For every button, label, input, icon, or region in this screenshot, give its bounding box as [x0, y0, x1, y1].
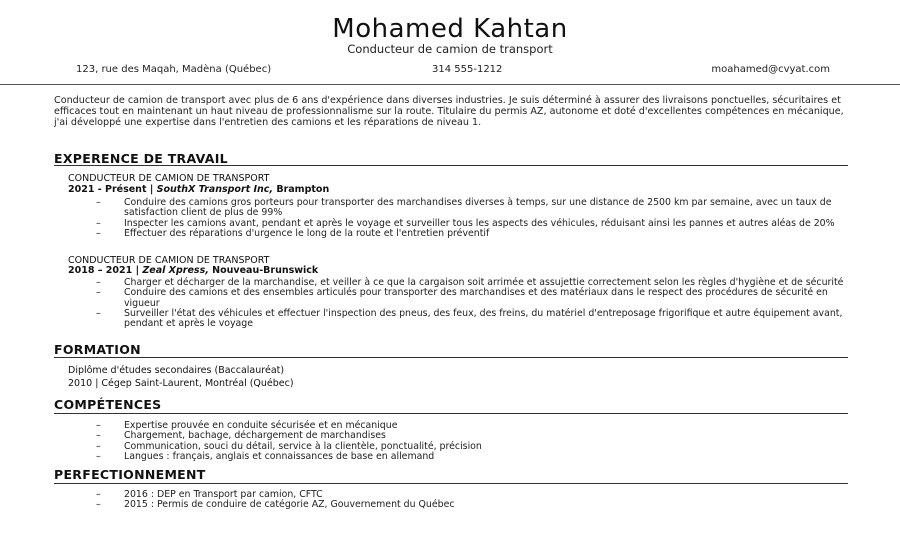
job-1-role: CONDUCTEUR DE CAMION DE TRANSPORT [68, 173, 270, 184]
skills-divider [54, 413, 848, 414]
bullet-dash: – [96, 287, 101, 299]
bullet-dash: – [96, 227, 101, 239]
education-degree: Diplôme d'études secondaires (Baccalauréat) [68, 365, 285, 376]
training-list [68, 490, 848, 511]
bullet-dash: – [96, 197, 101, 208]
list-item: – Conduire des camions et des ensembles articulés pour transporter des marchandises et des matériaux dans le respect des procédures de sécurité en vigueur [96, 287, 828, 309]
list-item: – Conduire des camions gros porteurs pour transporter des marchandises diverses à temps, sur une distance de 2500 km par semaine, avec un taux de satisfaction client de plus de 99% [96, 197, 832, 219]
job-2-role: CONDUCTEUR DE CAMION DE TRANSPORT [68, 255, 270, 266]
list-item: – 2016 : DEP en Transport par camion, CFTC [96, 489, 323, 500]
bullet-dash: – [96, 217, 101, 229]
bullet-dash: – [96, 489, 101, 500]
profile-summary: Conducteur de camion de transport avec plus de 6 ans d'expérience dans diverses industries. Je suis déterminé à assurer des livraisons ponctuelles, sécuritaires et efficaces tout en maintenant un haut niveau de professionnalisme sur la route. Titulaire du permis AZ, autonome et doté d'excellentes compétences en mécanique, j'ai développé une expertise dans l'entretien des camions et les réparations de niveau 1. [54, 95, 844, 128]
list-item: – Inspecter les camions avant, pendant et après le voyage et surveiller tous les aspects des véhicules, réduisant ainsi les pannes et autres aléas de 20% [96, 217, 835, 229]
bullet-dash: – [96, 277, 101, 288]
job-2-separator: | [135, 265, 140, 276]
job-1-meta [68, 184, 329, 195]
job-title: Conducteur de camion de transport [347, 42, 553, 56]
bullet-dash: – [96, 430, 101, 442]
experience-divider [54, 165, 848, 166]
list-item: – Surveiller l'état des véhicules et effectuer l'inspection des pneus, des feux, des freins, du matériel d'entreposage frigorifique et autre équipement avant, pendant et après le voyage [96, 307, 843, 330]
job-2-meta [68, 265, 318, 276]
job-1-bullets [68, 198, 848, 239]
bullet-dash: – [96, 420, 101, 431]
list-item: – Communication, souci du détail, service à la clientèle, ponctualité, précision [96, 440, 482, 452]
bullet-dash: – [96, 499, 101, 511]
job-2-company: Zeal Xpress, [142, 265, 209, 276]
list-item: – Chargement, bachage, déchargement de marchandises [96, 430, 386, 442]
job-1-separator: | [149, 184, 154, 195]
bullet-dash: – [96, 450, 101, 462]
experience-heading: EXPERENCE DE TRAVAIL [54, 151, 228, 166]
bullet-dash: – [96, 307, 101, 319]
candidate-name: Mohamed Kahtan [332, 14, 568, 44]
contact-address: 123, rue des Maqah, Madèna (Québec) [76, 64, 272, 75]
list-item: – Charger et décharger de la marchandise, et veiller à ce que la cargaison soit arrimée et assujettie correctement selon les règles d'hygiène et de sécurité [96, 277, 844, 288]
job-2-bullets [68, 278, 848, 329]
list-item: – Langues : français, anglais et connaissances de base en allemand [96, 450, 435, 462]
education-details: 2010 | Cégep Saint-Laurent, Montréal (Québec) [68, 378, 294, 389]
training-heading: PERFECTIONNEMENT [54, 467, 206, 482]
list-item: – Expertise prouvée en conduite sécurisée et en mécanique [96, 420, 398, 431]
job-1-company: SouthX Transport Inc, [156, 184, 274, 195]
job-1-period: 2021 - Présent [68, 184, 147, 195]
skills-heading: COMPÉTENCES [54, 397, 162, 412]
header-divider [0, 84, 900, 85]
bullet-dash: – [96, 440, 101, 452]
job-1-location: Brampton [276, 184, 330, 195]
list-item: – Effectuer des réparations d'urgence le long de la route et l'entretien préventif [96, 227, 490, 239]
job-2-location: Nouveau-Brunswick [212, 265, 319, 276]
training-divider [54, 483, 848, 484]
education-heading: FORMATION [54, 342, 141, 357]
job-2-period: 2018 – 2021 [68, 265, 133, 276]
contact-phone: 314 555-1212 [432, 64, 503, 75]
skills-list [68, 421, 848, 462]
list-item: – 2015 : Permis de conduire de catégorie AZ, Gouvernement du Québec [96, 499, 455, 511]
education-divider [54, 357, 848, 358]
contact-email[interactable]: moahamed@cvyat.com [711, 64, 830, 75]
